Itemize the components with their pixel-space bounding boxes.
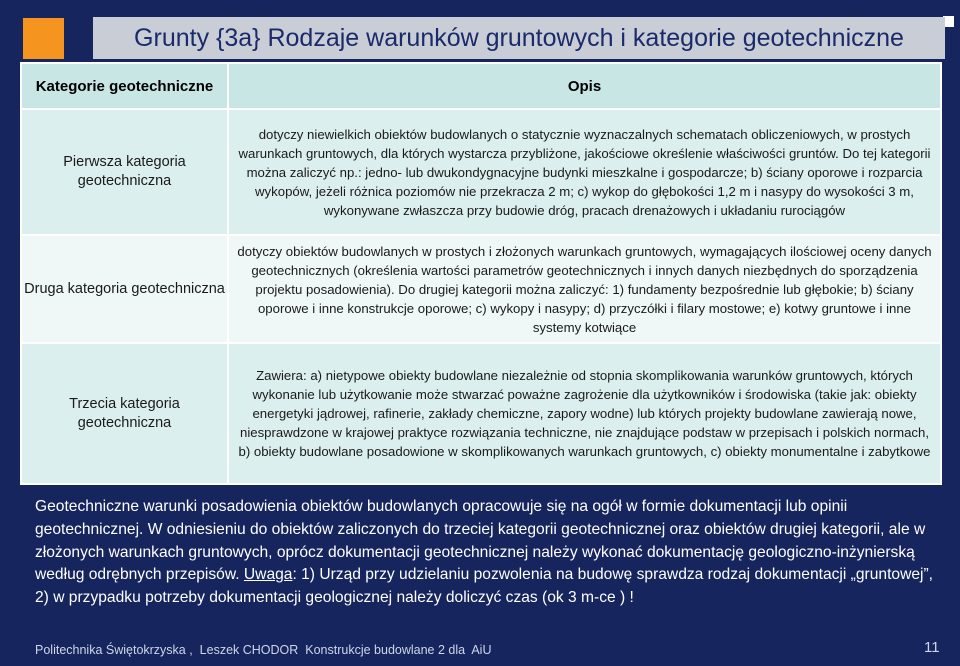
footer-text-part1: Geotechniczne warunki posadowienia obiektów budowlanych opracowuje się na ogół w formie dokumentacji lub opinii geotechnicznej. W odniesieniu do obiektów zaliczonych do trzeciej kategorii geotechnicznej oraz obiektów drugiej kategorii, ale w złożonych warunkach gruntowych, oprócz dokumentacji geotechnicznej należy wykonać dokumentację geologiczno-inżynierską według odrębnych przepisów. bbox=[35, 498, 926, 584]
category-cell: Druga kategoria geotechniczna bbox=[21, 235, 228, 343]
table-row bbox=[21, 343, 941, 484]
header-description: Opis bbox=[228, 63, 941, 109]
geotechnical-categories-table bbox=[20, 62, 942, 485]
page-number: 11 bbox=[924, 639, 940, 656]
institution-name: Politechnika Świętokrzyska bbox=[35, 643, 186, 657]
footer-paragraph bbox=[35, 496, 935, 610]
table-row bbox=[21, 109, 941, 235]
slide-title: Grunty {3a} Rodzaje warunków gruntowych i kategorie geotechniczne bbox=[134, 23, 904, 52]
table-row bbox=[21, 235, 941, 343]
title-bar bbox=[93, 17, 945, 59]
description-cell: dotyczy niewielkich obiektów budowlanych o statycznie wyznaczalnych schematach obliczeniowych, w prostych warunkach gruntowych, dla których wystarcza przybliżone, jakościowe określenie właściwości gruntów. Do tej kategorii można zaliczyć np.: jedno- lub dwukondygnacyjne budynki mieszkalne i gospodarcze; b) ściany oporowe i rozparcia wykopów, jeżeli różnica poziomów nie przekracza 2 m; c) wykop do głębokości 1,2 m i nasypy do wysokości 3 m, wykonywane zwłaszcza przy budowie dróg, pracach drenażowych i układaniu rurociągów bbox=[228, 109, 941, 235]
category-cell: Pierwsza kategoria geotechniczna bbox=[21, 109, 228, 235]
separator: , bbox=[185, 643, 200, 657]
category-cell: Trzecia kategoria geotechniczna bbox=[21, 343, 228, 484]
description-cell: dotyczy obiektów budowlanych w prostych i złożonych warunkach gruntowych, wymagających ilościowej oceny danych geotechnicznych (określenia wartości parametrów geotechnicznych i innych danych niezbędnych do sporządzenia projektu posadowienia). Do drugiej kategorii można zaliczyć: 1) fundamenty bezpośrednie lub głębokie; b) ściany oporowe i inne konstrukcje oporowe; c) wykopy i nasypy; d) przyczółki i filary mostowe; e) kotwy gruntowe i inne systemy kotwiące bbox=[228, 235, 941, 343]
orange-accent-square bbox=[23, 18, 64, 59]
header-categories: Kategorie geotechniczne bbox=[21, 63, 228, 109]
author-name: Leszek CHODOR bbox=[199, 643, 299, 657]
bottom-bar bbox=[35, 643, 491, 657]
course-name: Konstrukcje budowlane 2 dla AiU bbox=[298, 643, 492, 657]
footer-text-part2: : 1) Urząd przy udzielaniu pozwolenia na budowę sprawdza rodzaj dokumentacji „gruntowej”, 2) w przypadku potrzeby dokumentacji geologicznej należy doliczyć czas (ok 3 m-ce ) ! bbox=[35, 566, 934, 607]
table-header-row bbox=[21, 63, 941, 109]
description-cell: Zawiera: a) nietypowe obiekty budowlane niezależnie od stopnia skomplikowania warunków gruntowych, których wykonanie lub użytkowanie może stwarzać poważne zagrożenie dla użytkowników i środowiska (takie jak: obiekty energetyki jądrowej, rafinerie, zakłady chemiczne, zapory wodne) lub których projekty budowlane zawierają nowe, niesprawdzone w krajowej praktyce rozwiązania techniczne, nie znajdujące podstaw w przepisach i polskich normach, b) obiekty budowlane posadowione w skomplikowanych warunkach gruntowych, c) obiekty monumentalne i zabytkowe bbox=[228, 343, 941, 484]
note-label: Uwaga bbox=[243, 566, 293, 584]
